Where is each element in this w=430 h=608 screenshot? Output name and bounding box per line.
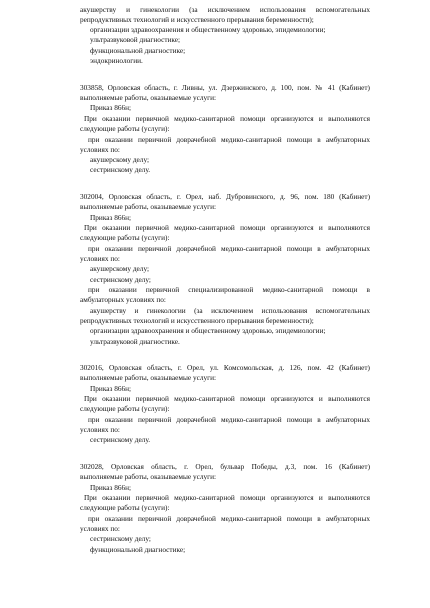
block1-pmsp: следующие работы (услуги):	[80, 124, 170, 133]
block2-order: Приказ 866н;	[90, 213, 132, 222]
block0-line: функциональной диагностике;	[90, 46, 186, 55]
block2-service: акушерскому делу;	[90, 264, 150, 273]
block4-dov: при оказании первичной доврачебной медико-санитарной помощи в амбулаторных	[88, 514, 370, 523]
block3-dov: при оказании первичной доврачебной медико-санитарной помощи в амбулаторных	[88, 415, 370, 424]
block3-pmsp: следующие работы (услуги):	[80, 404, 170, 413]
block1-dov: условиях по:	[80, 145, 120, 154]
block0-line: акушерству и гинекологии (за исключением использования вспомогательных	[80, 5, 370, 14]
block2-dov: при оказании первичной доврачебной медико-санитарной помощи в амбулаторных	[88, 244, 370, 253]
block1-address: 303858, Орловская область, г. Ливны, ул. Дзержинского, д. 100, пом. № 41 (Кабинет)	[80, 83, 370, 92]
block0-line: ультразвуковой диагностике;	[90, 35, 181, 44]
block2-spec: амбулаторных условиях по:	[80, 295, 166, 304]
block3-dov: условиях по:	[80, 425, 120, 434]
block3-pmsp: При оказании первичной медико-санитарной помощи организуются и выполняются	[84, 394, 370, 403]
block4-address: 302028, Орловская область, г. Орел, бульвар Победы, д.3, пом. 16 (Кабинет)	[80, 462, 370, 471]
block2-specialty: акушерству и гинекологии (за исключением использования вспомогательных	[90, 306, 370, 315]
block1-service: акушерскому делу;	[90, 155, 150, 164]
block1-pmsp: При оказании первичной медико-санитарной помощи организуются и выполняются	[84, 114, 370, 123]
block2-dov: условиях по:	[80, 254, 120, 263]
block2-address: 302004, Орловская область, г. Орел, наб. Дубровинского, д. 96, пом. 180 (Кабинет)	[80, 192, 370, 201]
block2-pmsp: следующие работы (услуги):	[80, 233, 170, 242]
block2-specialty: организации здравоохранения и общественному здоровью, эпидемиологии;	[90, 326, 326, 335]
block0-line: эндокринологии.	[90, 56, 143, 65]
block4-pmsp: При оказании первичной медико-санитарной помощи организуются и выполняются	[84, 493, 370, 502]
block2-works: выполняемые работы, оказываемые услуги:	[80, 202, 217, 211]
block4-order: Приказ 866н;	[90, 483, 132, 492]
block1-works: выполняемые работы, оказываемые услуги:	[80, 93, 217, 102]
block4-service: функциональной диагностике;	[90, 545, 186, 554]
block2-specialty: ультразвуковой диагностике.	[90, 337, 180, 346]
block4-dov: условиях по:	[80, 524, 120, 533]
block1-order: Приказ 866н;	[90, 103, 132, 112]
block3-address: 302016, Орловская область, г. Орел, ул. Комсомольская, д. 126, пом. 42 (Кабинет)	[80, 363, 370, 372]
block4-works: выполняемые работы, оказываемые услуги:	[80, 472, 217, 481]
block2-spec: при оказании первичной специализированной медико-санитарной помощи в	[88, 285, 370, 294]
block1-service: сестринскому делу.	[90, 165, 151, 174]
block3-works: выполняемые работы, оказываемые услуги:	[80, 373, 217, 382]
block4-pmsp: следующие работы (услуги):	[80, 503, 170, 512]
block3-order: Приказ 866н;	[90, 384, 132, 393]
block2-specialty: репродуктивных технологий и искусственного прерывания беременности);	[80, 316, 314, 325]
block2-pmsp: При оказании первичной медико-санитарной помощи организуются и выполняются	[84, 223, 370, 232]
block0-line: репродуктивных технологий и искусственного прерывания беременности);	[80, 15, 314, 24]
block0-line: организации здравоохранения и общественному здоровью, эпидемиологии;	[90, 25, 326, 34]
block2-service: сестринскому делу;	[90, 275, 151, 284]
block3-service: сестринскому делу.	[90, 435, 151, 444]
block1-dov: при оказании первичной доврачебной медико-санитарной помощи в амбулаторных	[88, 135, 370, 144]
block4-service: сестринскому делу;	[90, 534, 151, 543]
